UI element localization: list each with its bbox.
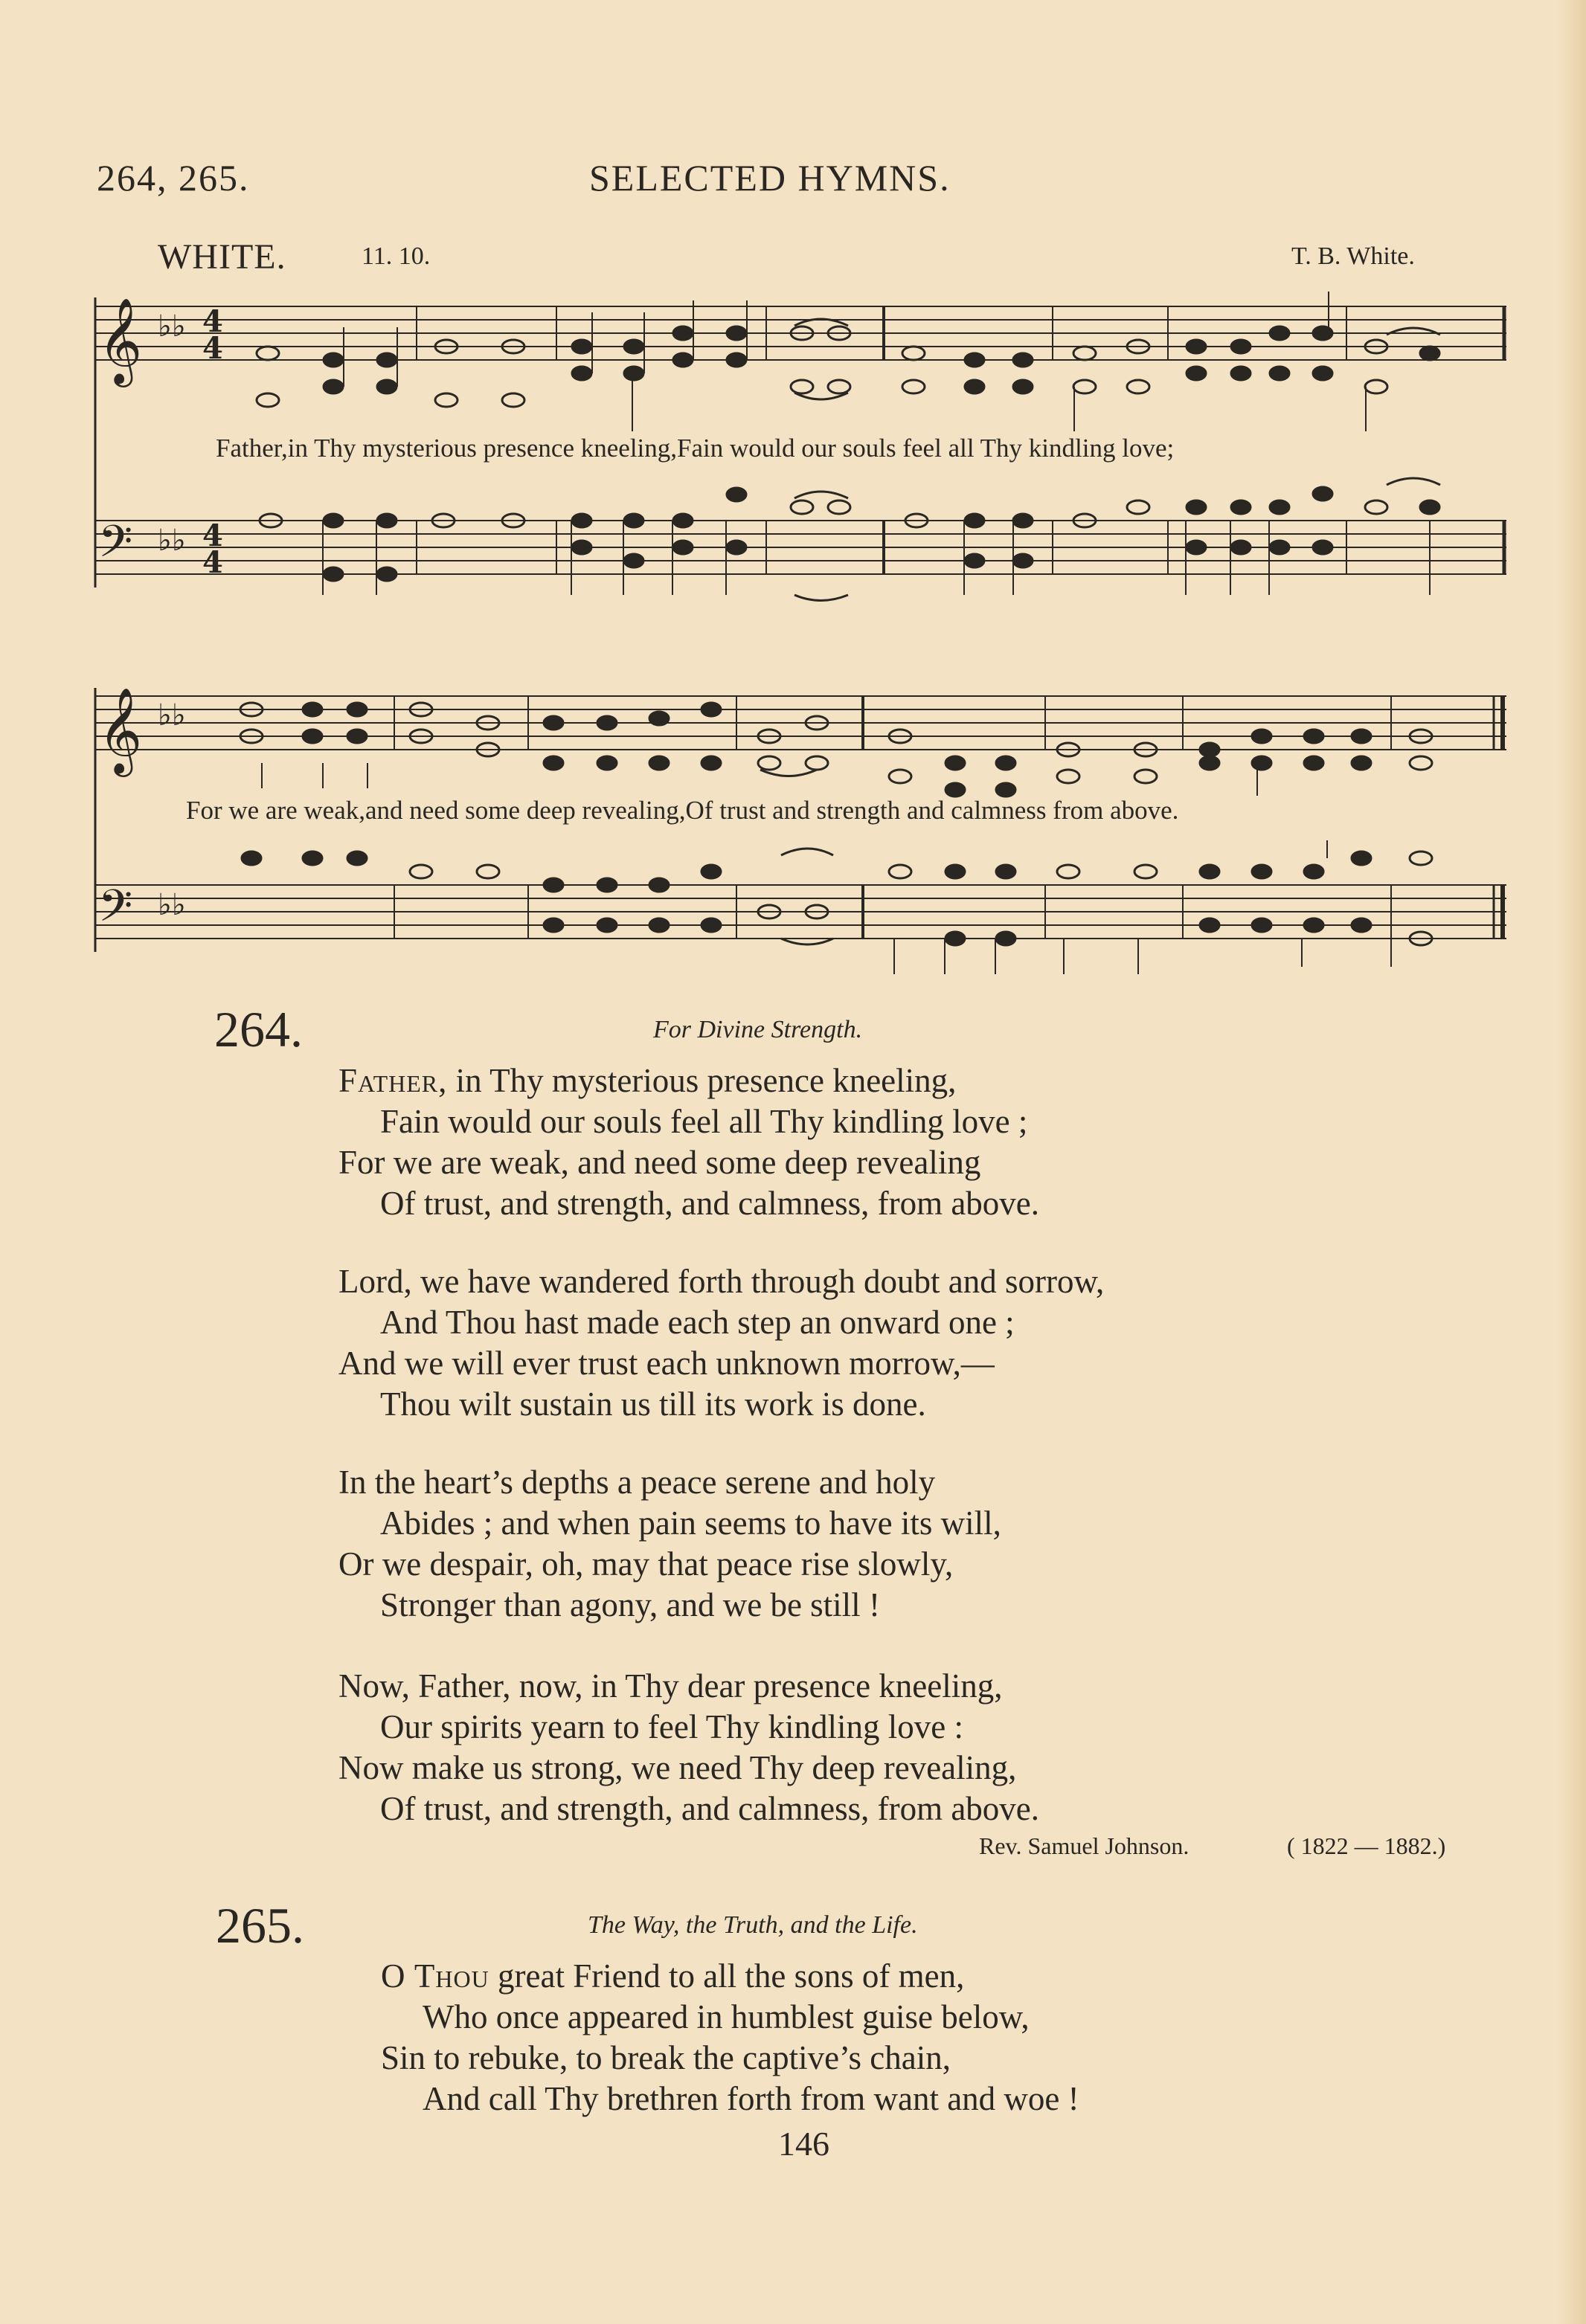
- stanza-line: And call Thy brethren forth from want and woe !: [423, 2080, 1079, 2117]
- hymn-264-dates: ( 1822 — 1882.): [1287, 1832, 1446, 1859]
- time-signature-top: 4: [202, 304, 223, 339]
- hymn-number-264: 264.: [214, 1001, 303, 1058]
- running-title: SELECTED HYMNS.: [589, 157, 951, 199]
- hymn-264-stanza-3: [338, 1462, 1001, 1626]
- hymn-tune-score: [0, 0, 1586, 982]
- stanza-line: Abides ; and when pain seems to have its will,: [380, 1504, 1001, 1542]
- underlay-line-1: Father,in Thy mysterious presence kneeling,Fain would our souls feel all Thy kindling love;: [216, 434, 1175, 463]
- stanza-line: Our spirits yearn to feel Thy kindling love :: [380, 1708, 964, 1745]
- hymn-265-title: The Way, the Truth, and the Life.: [588, 1911, 918, 1939]
- hymn-264-title: For Divine Strength.: [653, 1016, 863, 1043]
- underlay-line-2: For we are weak,and need some deep revealing,Of trust and strength and calmness from above.: [186, 796, 1179, 825]
- hymn-number-265: 265.: [216, 1897, 304, 1954]
- key-signature-flats: ♭♭: [158, 888, 186, 922]
- stanza-line: Lord, we have wandered forth through doubt and sorrow,: [338, 1263, 1105, 1300]
- hymn-264-stanza-2: [338, 1261, 1104, 1425]
- stanza-line: And Thou hast made each step an onward one ;: [380, 1304, 1015, 1341]
- hymn-264-author: Rev. Samuel Johnson.: [979, 1832, 1190, 1859]
- header-hymn-numbers: 264, 265.: [97, 157, 250, 199]
- time-signature-bottom: 4: [202, 331, 223, 366]
- stanza-line: Sin to rebuke, to break the captive’s chain,: [381, 2039, 951, 2076]
- stanza-line: And we will ever trust each unknown morrow,—: [338, 1345, 995, 1382]
- stanza-line: In the heart’s depths a peace serene and holy: [338, 1464, 936, 1501]
- hymn-264-stanza-1: [338, 1060, 1039, 1224]
- stanza-first-word: O Thou: [381, 1957, 489, 1995]
- system-1-bass-staff: [95, 521, 1506, 574]
- time-signature-bottom: 4: [202, 545, 223, 580]
- tune-name: WHITE.: [158, 237, 286, 277]
- treble-clef-icon: 𝄞: [98, 686, 143, 773]
- system-2-bass-staff: [95, 885, 1506, 939]
- stanza-first-word: Father,: [338, 1062, 448, 1099]
- hymn-264-stanza-4: [338, 1666, 1039, 1829]
- key-signature-flats: ♭♭: [158, 309, 186, 344]
- tune-meter: 11. 10.: [362, 242, 431, 270]
- stanza-line: Now make us strong, we need Thy deep revealing,: [338, 1749, 1017, 1786]
- page-number: 146: [778, 2125, 829, 2163]
- time-signature-top: 4: [202, 518, 223, 553]
- stanza-line: Or we despair, oh, may that peace rise slowly,: [338, 1545, 954, 1583]
- stanza-line: Of trust, and strength, and calmness, from above.: [380, 1185, 1040, 1222]
- stanza-line: great Friend to all the sons of men,: [489, 1957, 965, 1995]
- stanza-line: Of trust, and strength, and calmness, from above.: [380, 1790, 1040, 1827]
- system-1-treble-staff: [95, 306, 1506, 360]
- stanza-line: Thou wilt sustain us till its work is done.: [380, 1385, 926, 1423]
- bass-clef-icon: 𝄢: [98, 880, 133, 942]
- stanza-line: For we are weak, and need some deep revealing: [338, 1144, 981, 1181]
- stanza-line: Who once appeared in humblest guise below,: [423, 1998, 1030, 2035]
- stanza-line: Stronger than agony, and we be still !: [380, 1586, 880, 1623]
- key-signature-flats: ♭♭: [158, 698, 186, 733]
- stanza-line: in Thy mysterious presence kneeling,: [447, 1062, 957, 1099]
- hymn-265-stanza-1: [381, 1956, 1079, 2119]
- stanza-line: Now, Father, now, in Thy dear presence kneeling,: [338, 1667, 1003, 1705]
- stanza-line: Fain would our souls feel all Thy kindling love ;: [380, 1103, 1028, 1140]
- treble-clef-icon: 𝄞: [98, 297, 143, 384]
- bass-clef-icon: 𝄢: [98, 515, 133, 578]
- key-signature-flats: ♭♭: [158, 524, 186, 558]
- tune-composer: T. B. White.: [1291, 242, 1415, 270]
